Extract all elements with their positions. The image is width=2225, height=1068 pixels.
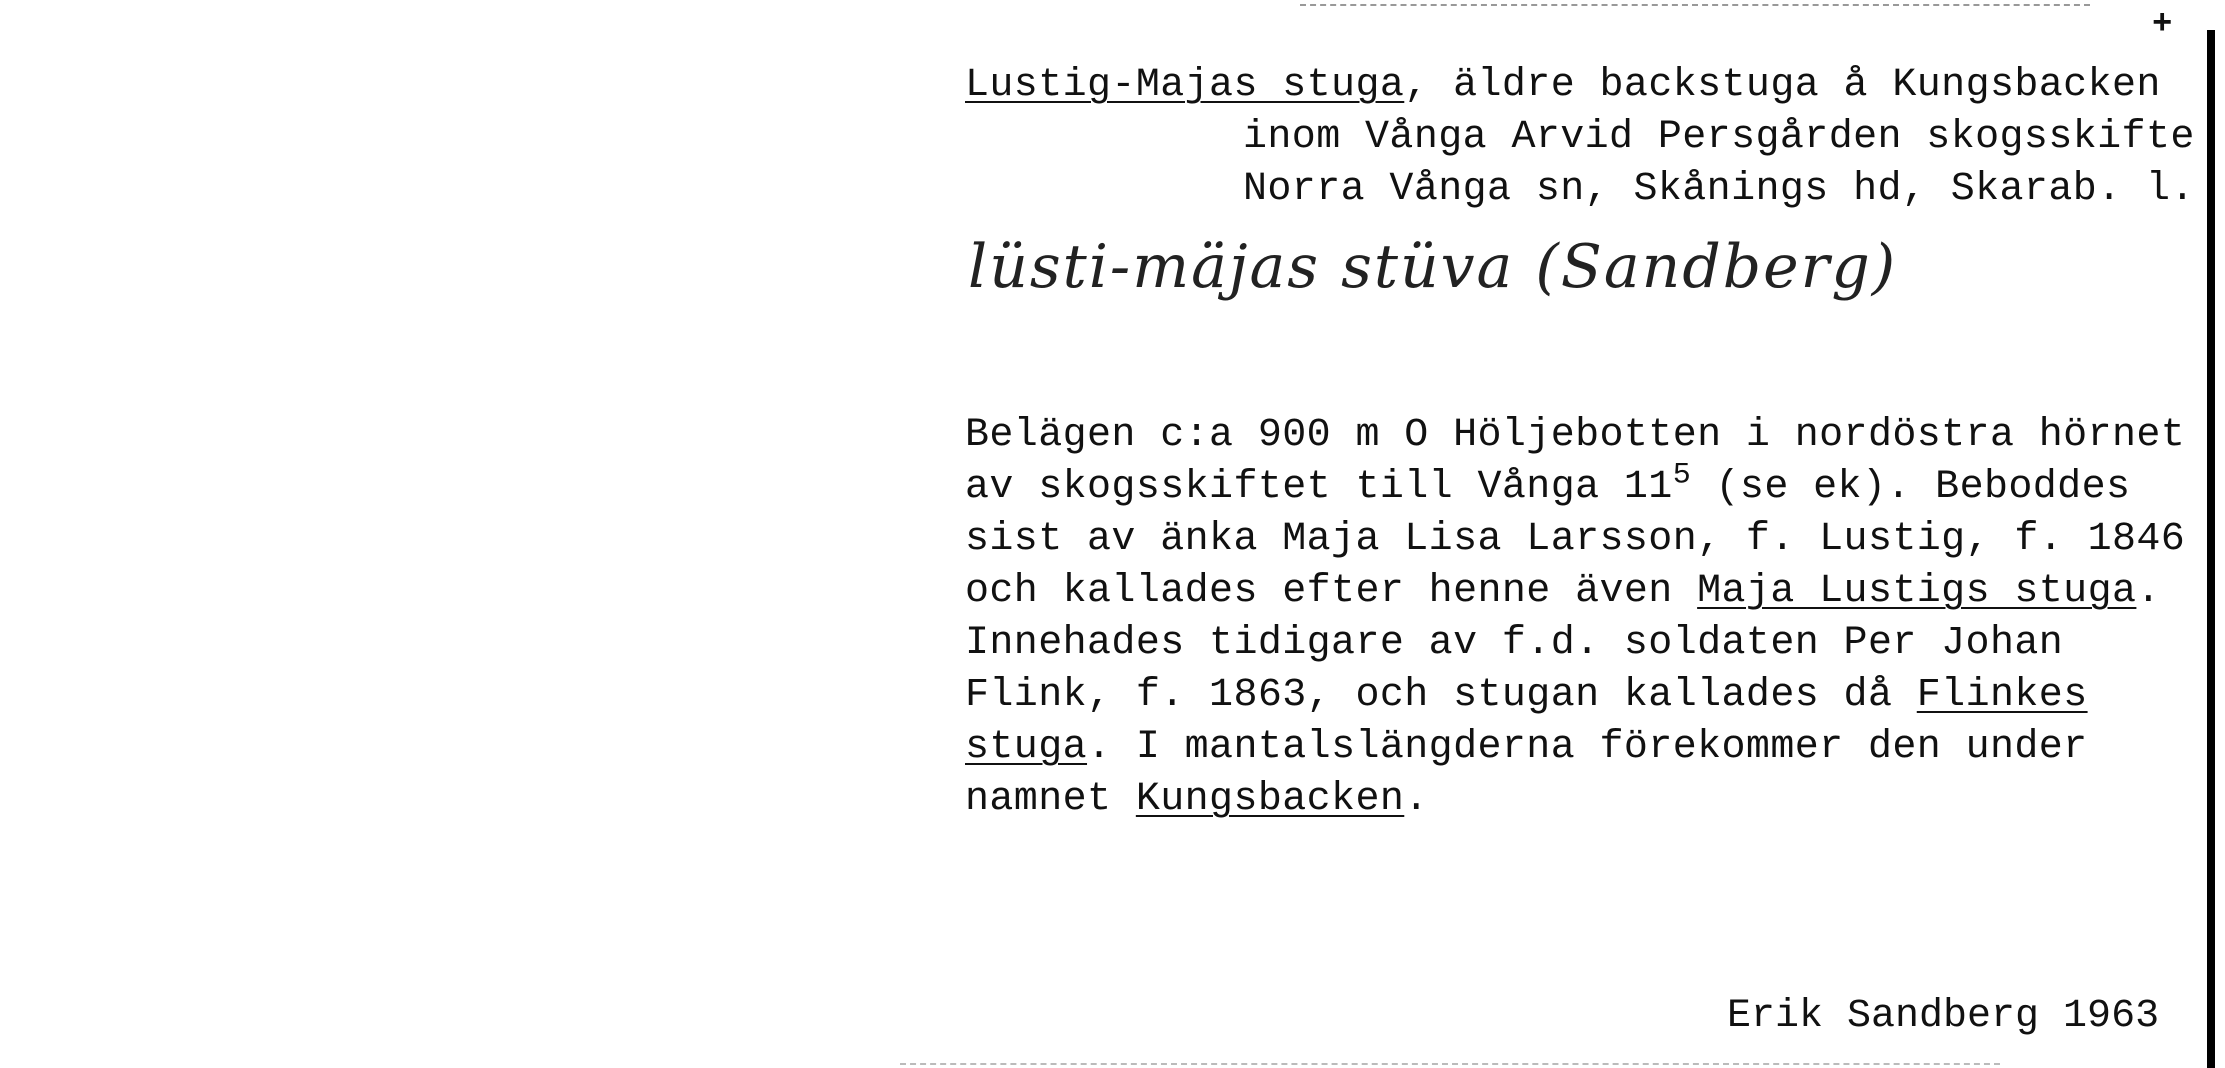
body-line-2: [965, 458, 2131, 514]
body-line-4: [965, 566, 2161, 618]
body-line-8: [965, 774, 1429, 826]
top-edge-rule: [1300, 4, 2090, 6]
handwritten-pronunciation: lüsti-mäjas stüva (Sandberg): [968, 232, 1898, 302]
superscript: 5: [1672, 458, 1692, 493]
body-line-6-a: Flink, f. 1863, och stugan kallades då: [965, 673, 1917, 718]
header-line-3: Norra Vånga sn, Skånings hd, Skarab. l.: [1243, 167, 2195, 212]
body-line-5: Innehades tidigare av f.d. soldaten Per Johan: [965, 621, 2064, 666]
signature: Erik Sandberg 1963: [1727, 994, 2160, 1039]
alt-name-maja: Maja Lustigs stuga: [1697, 569, 2137, 614]
header-line-1: [965, 60, 2161, 112]
body-line-8-b: .: [1404, 777, 1429, 822]
corner-mark: +: [2152, 6, 2173, 44]
card-right-edge: [2207, 30, 2215, 1068]
body-line-2-b: (se ek). Beboddes: [1691, 465, 2131, 510]
body-line-6: [965, 670, 2088, 722]
place-name: Lustig-Majas stuga: [965, 63, 1405, 108]
body-line-4-a: och kallades efter henne även: [965, 569, 1698, 614]
alt-name-kungsbacken: Kungsbacken: [1135, 777, 1405, 822]
body-line-7: [965, 722, 2088, 774]
body-line-1: Belägen c:a 900 m O Höljebotten i nordöstra hörnet: [965, 413, 2186, 458]
body-line-3: sist av änka Maja Lisa Larsson, f. Lustig, f. 1846: [965, 517, 2186, 562]
header-line-1-rest: , äldre backstuga å Kungsbacken: [1404, 63, 2161, 108]
header-line-2: inom Vånga Arvid Persgården skogsskifte: [1243, 115, 2195, 160]
body-line-2-a: av skogsskiftet till Vånga 11: [965, 465, 1673, 510]
body-line-8-a: namnet: [965, 777, 1136, 822]
body-line-4-b: .: [2136, 569, 2161, 614]
body-line-7-b: . I mantalslängderna förekommer den under: [1087, 725, 2088, 770]
alt-name-flinkes: Flinkes: [1916, 673, 2088, 718]
alt-name-stuga: stuga: [965, 725, 1088, 770]
bottom-edge-rule: [900, 1063, 2000, 1065]
